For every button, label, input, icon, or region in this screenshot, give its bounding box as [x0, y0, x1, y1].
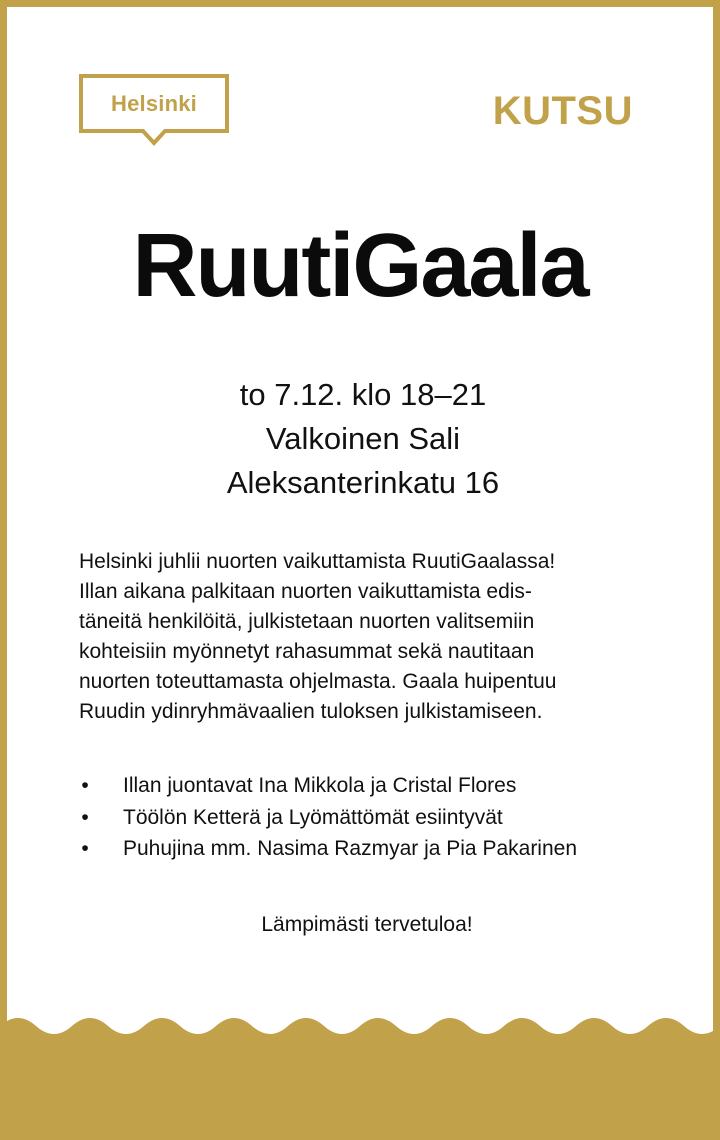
description-line: nuorten toteuttamasta ohjelmasta. Gaala huipentuu	[79, 670, 557, 693]
bullet-icon: •	[81, 774, 89, 797]
event-title: RuutiGaala	[132, 216, 588, 316]
description-line: Ruudin ydinryhmävaalien tuloksen julkistamiseen.	[79, 700, 543, 723]
bullet-icon: •	[81, 837, 89, 860]
closing-text: Lämpimästi tervetuloa!	[261, 913, 473, 936]
list-item	[79, 833, 679, 865]
list-item	[79, 770, 679, 802]
invitation-badge: KUTSU	[492, 89, 633, 133]
description-line: täneitä henkilöitä, julkistetaan nuorten valitsemiin	[79, 610, 535, 633]
event-info	[7, 373, 720, 505]
highlight-text: Töölön Ketterä ja Lyömättömät esiintyvät	[123, 805, 503, 829]
event-venue: Valkoinen Sali	[265, 421, 461, 456]
list-item	[79, 802, 679, 834]
event-description	[79, 547, 659, 727]
description-line: Helsinki juhlii nuorten vaikuttamista RuutiGaalassa!	[79, 550, 556, 573]
highlight-text: Puhujina mm. Nasima Razmyar ja Pia Pakarinen	[123, 837, 578, 860]
event-datetime: to 7.12. klo 18–21	[239, 377, 487, 412]
helsinki-logo	[78, 73, 230, 151]
bullet-icon: •	[81, 805, 89, 829]
description-line: Illan aikana palkitaan nuorten vaikuttamista edis-	[79, 580, 532, 603]
description-line: kohteisiin myönnetyt rahasummat sekä nautitaan	[79, 640, 535, 663]
highlight-text: Illan juontavat Ina Mikkola ja Cristal Flores	[123, 774, 517, 797]
wave-decoration	[0, 1010, 720, 1140]
highlights-list	[79, 770, 679, 865]
event-address: Aleksanterinkatu 16	[226, 465, 500, 500]
logo-text: Helsinki	[111, 91, 197, 116]
